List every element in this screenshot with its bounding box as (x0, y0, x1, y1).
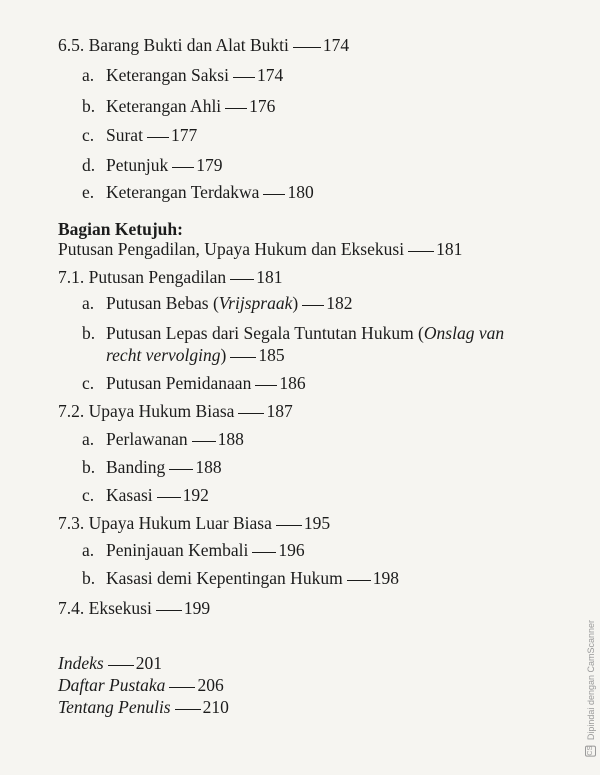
part-heading: Bagian Ketujuh: (58, 219, 183, 239)
toc-entry-7-1-b-cont: recht vervolging) 185 (106, 345, 285, 365)
toc-entry-7-1-b: b. Putusan Lepas dari Segala Tuntutan Hukum (Onslag van (82, 323, 505, 343)
toc-entry-6-5: 6.5. Barang Bukti dan Alat Bukti 174 (58, 35, 350, 55)
part-title: Putusan Pengadilan, Upaya Hukum dan Eksekusi 181 (58, 239, 463, 259)
toc-entry-6-5-a: a. Keterangan Saksi 174 (82, 65, 284, 85)
toc-entry-7-3-a: a. Peninjauan Kembali 196 (82, 540, 305, 560)
toc-entry-7-3-b: b. Kasasi demi Kepentingan Hukum 198 (82, 568, 399, 588)
toc-entry-7-2: 7.2. Upaya Hukum Biasa 187 (58, 401, 293, 421)
toc-entry-6-5-b: b. Keterangan Ahli 176 (82, 96, 276, 116)
toc-entry-7-3: 7.3. Upaya Hukum Luar Biasa 195 (58, 513, 331, 533)
toc-entry-7-2-b: b. Banding 188 (82, 457, 222, 477)
toc-entry-7-4: 7.4. Eksekusi 199 (58, 598, 211, 618)
camscanner-icon: CS (587, 746, 594, 756)
toc-entry-tentang-penulis: Tentang Penulis 210 (58, 697, 229, 717)
toc-entry-7-2-a: a. Perlawanan 188 (82, 429, 244, 449)
toc-entry-indeks: Indeks 201 (58, 653, 162, 673)
scanner-watermark: CS Dipindai dengan CamScanner (586, 620, 596, 756)
toc-entry-6-5-c: c. Surat 177 (82, 125, 198, 145)
toc-entry-7-1-c: c. Putusan Pemidanaan 186 (82, 373, 306, 393)
toc-entry-7-2-c: c. Kasasi 192 (82, 485, 209, 505)
toc-entry-6-5-d: d. Petunjuk 179 (82, 155, 223, 175)
toc-entry-6-5-e: e. Keterangan Terdakwa 180 (82, 182, 314, 202)
toc-entry-7-1-a: a. Putusan Bebas (Vrijspraak) 182 (82, 293, 353, 313)
toc-entry-daftar-pustaka: Daftar Pustaka 206 (58, 675, 224, 695)
toc-entry-7-1: 7.1. Putusan Pengadilan 181 (58, 267, 283, 287)
